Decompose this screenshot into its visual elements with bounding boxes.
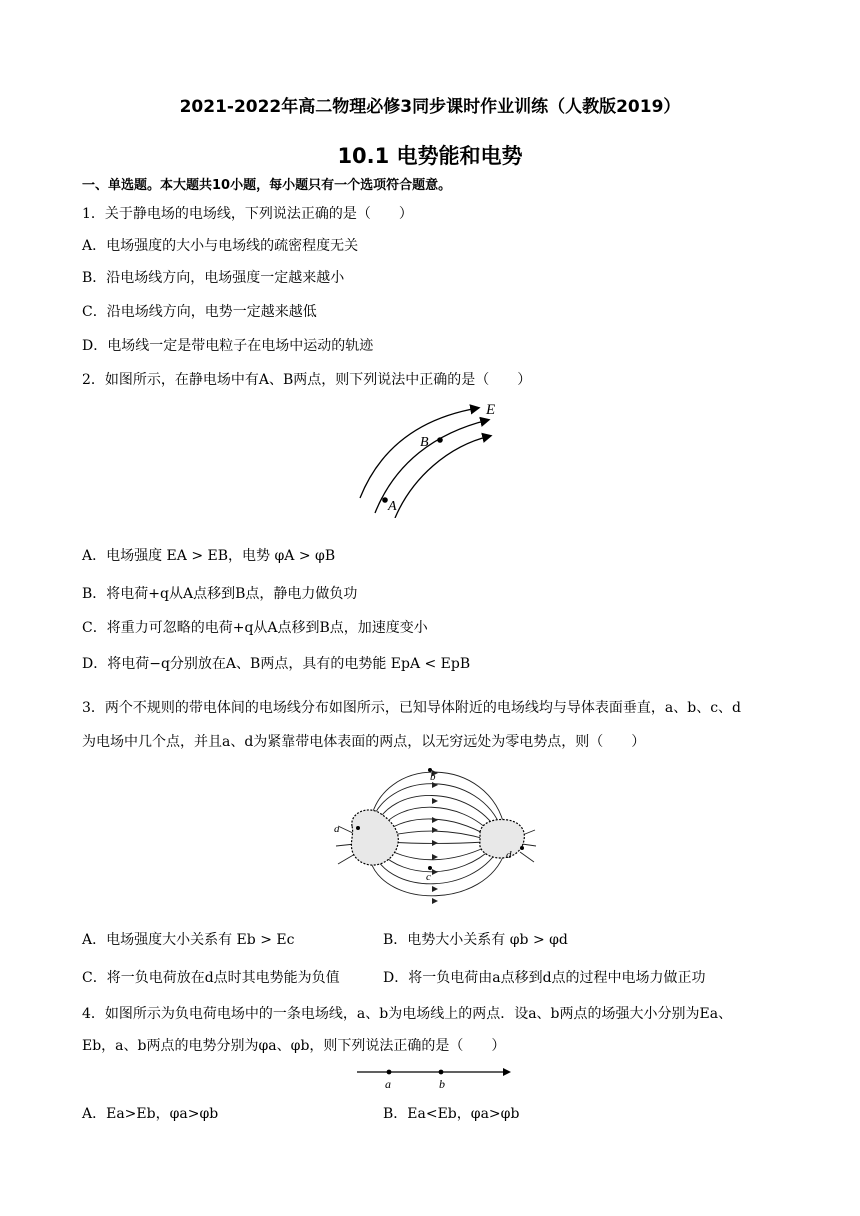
question-1-stem: 1．关于静电场的电场线，下列说法正确的是（ ）	[82, 206, 413, 222]
point-b-dot	[439, 1070, 444, 1075]
figure-label-e: E	[486, 402, 496, 418]
figure-two-charged-bodies	[330, 764, 540, 904]
figure-label-b: B	[420, 435, 429, 450]
figure-label-b: b	[430, 771, 436, 783]
question-1-option-d: D．电场线一定是带电粒子在电场中运动的轨迹	[82, 338, 374, 354]
question-1-option-a: A．电场强度的大小与电场线的疏密程度无关	[82, 238, 359, 254]
question-3-option-d: D．将一负电荷由a点移到d点的过程中电场力做正功	[383, 970, 706, 986]
question-2-option-a: A．电场强度 EA > EB，电势 φA > φB	[82, 548, 336, 564]
figure-label-a: a	[385, 1077, 391, 1091]
figure-label-d: d	[506, 849, 512, 861]
question-4-stem-line1: 4．如图所示为负电荷电场中的一条电场线，a、b为电场线上的两点．设a、b两点的场强大小分别为Ea、	[82, 1006, 733, 1022]
figure-label-a: a	[334, 823, 340, 835]
question-4-stem-line2: Eb，a、b两点的电势分别为φa、φb，则下列说法正确的是（ ）	[82, 1038, 506, 1054]
figure-single-field-line	[355, 1064, 515, 1092]
lesson-title: 10.1 电势能和电势	[337, 144, 523, 168]
figure-field-lines-ab	[350, 398, 510, 518]
question-3-stem-line2: 为电场中几个点，并且a、d为紧靠带电体表面的两点，以无穷远处为零电势点，则（ ）	[82, 734, 646, 750]
point-a-dot	[382, 497, 388, 503]
right-charged-body	[480, 820, 525, 859]
question-3-option-b: B．电势大小关系有 φb > φd	[383, 932, 568, 948]
question-4-option-b: B．Ea<Eb，φa>φb	[383, 1106, 520, 1122]
question-1-option-c: C．沿电场线方向，电势一定越来越低	[82, 304, 317, 320]
question-3-option-a: A．电场强度大小关系有 Eb > Ec	[82, 932, 295, 948]
question-3-option-c: C．将一负电荷放在d点时其电势能为负值	[82, 970, 340, 986]
question-2-option-b: B．将电荷+q从A点移到B点，静电力做负功	[82, 586, 358, 602]
question-2-option-c: C．将重力可忽略的电荷+q从A点移到B点，加速度变小	[82, 620, 428, 636]
document-title: 2021-2022年高二物理必修3同步课时作业训练（人教版2019）	[179, 97, 681, 117]
section-heading: 一、单选题。本大题共10小题，每小题只有一个选项符合题意。	[82, 178, 452, 193]
question-4-option-a: A．Ea>Eb，φa>φb	[82, 1106, 219, 1122]
question-2-stem: 2．如图所示，在静电场中有A、B两点，则下列说法中正确的是（ ）	[82, 372, 532, 388]
question-1-option-b: B．沿电场线方向，电场强度一定越来越小	[82, 270, 345, 286]
question-3-stem-line1: 3．两个不规则的带电体间的电场线分布如图所示，已知导体附近的电场线均与导体表面垂直，a、b、c、d	[82, 700, 742, 716]
point-b-dot	[437, 437, 443, 443]
figure-label-a: A	[388, 499, 397, 514]
point-a-dot	[387, 1070, 392, 1075]
figure-label-c: c	[426, 871, 431, 883]
figure-label-b: b	[439, 1077, 445, 1091]
question-2-option-d: D．将电荷−q分别放在A、B两点，具有的电势能 EpA < EpB	[82, 656, 471, 672]
